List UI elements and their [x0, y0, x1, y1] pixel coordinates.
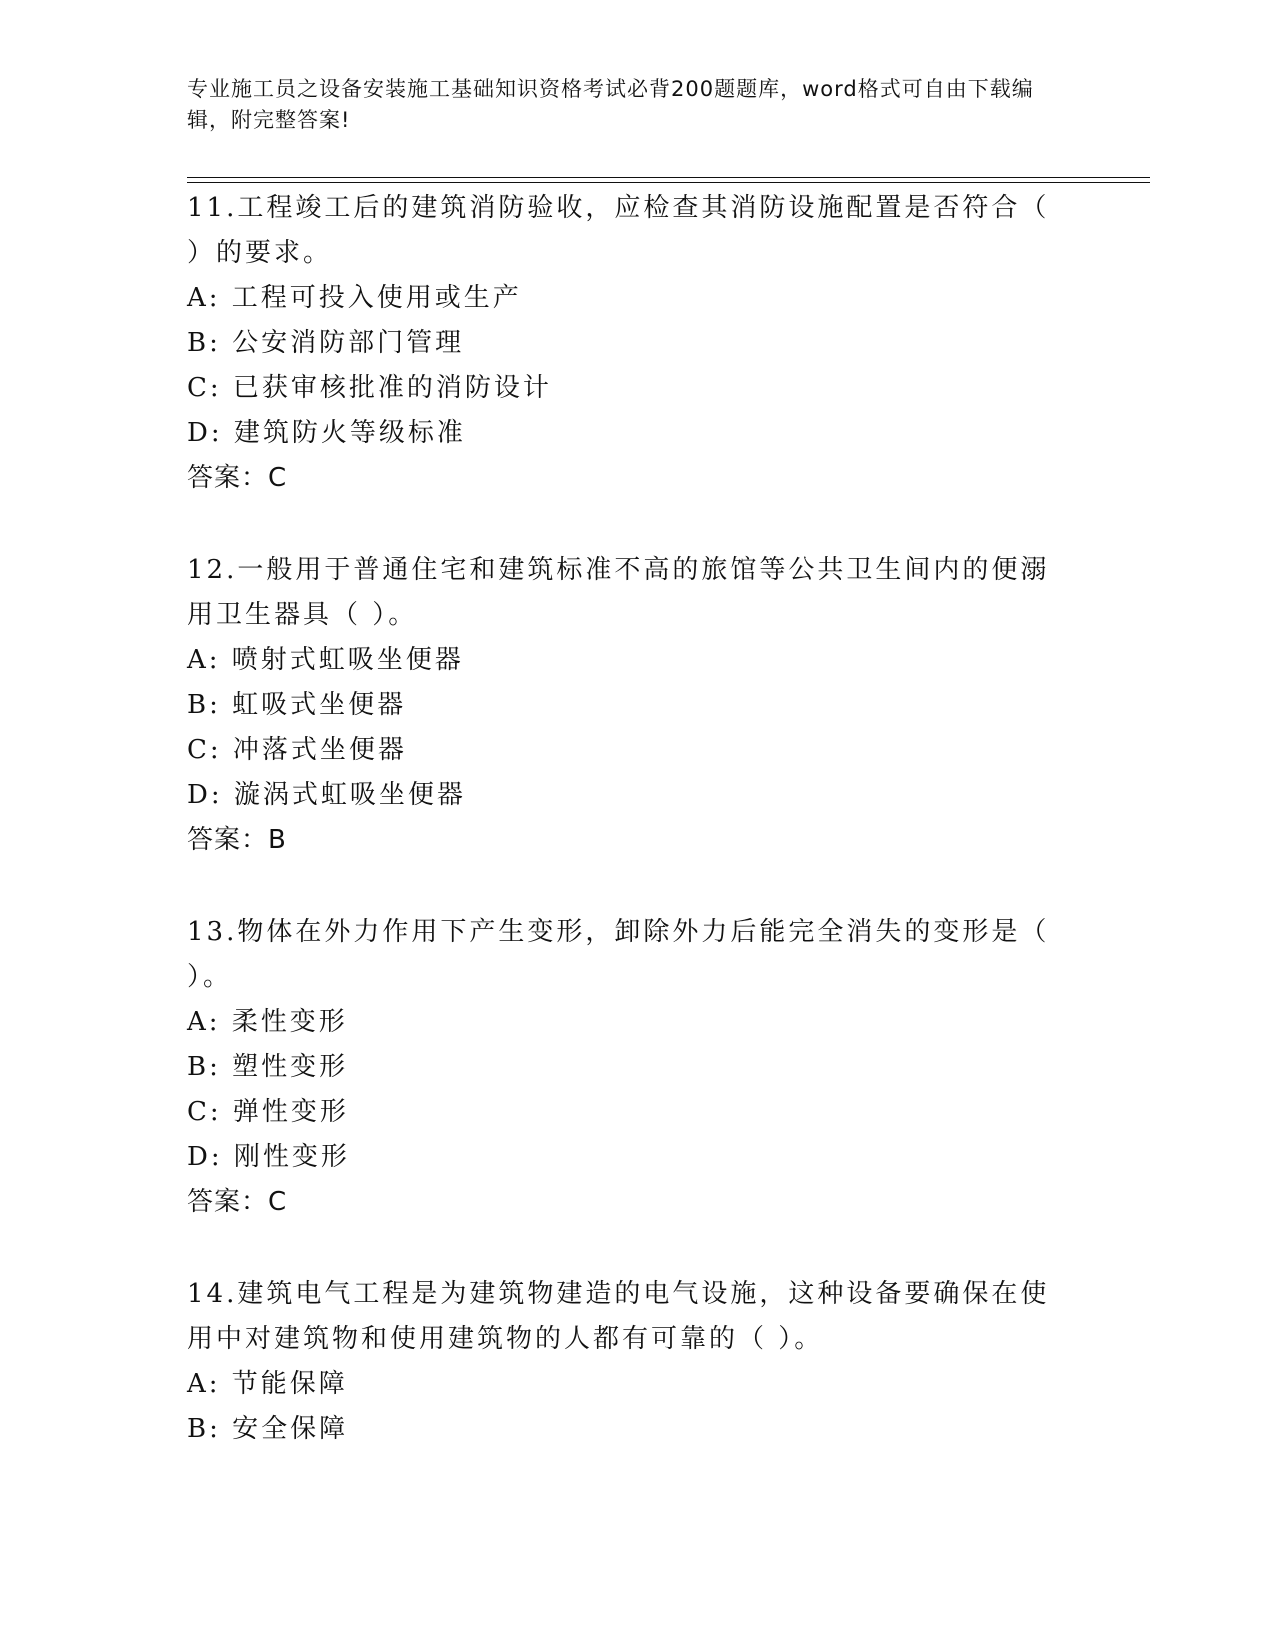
option-c: C: 弹性变形 [187, 1097, 349, 1127]
question-stem: 11.工程竣工后的建筑消防验收，应检查其消防设施配置是否符合（ ）的要求。 [187, 193, 1050, 268]
answer: 答案：C [187, 463, 288, 493]
question-11 [187, 186, 1067, 501]
option-a: A: 工程可投入使用或生产 [187, 283, 522, 313]
option-b: B: 虹吸式坐便器 [187, 690, 407, 720]
option-a: A: 柔性变形 [187, 1007, 348, 1037]
option-b: B: 安全保障 [187, 1414, 349, 1444]
question-stem: 12.一般用于普通住宅和建筑标准不高的旅馆等公共卫生间内的便溺用卫生器具（ ）。 [187, 555, 1050, 630]
document-header: 专业施工员之设备安装施工基础知识资格考试必背200题题库，word格式可自由下载编辑，附完整答案! [187, 77, 1034, 132]
header-divider-top [187, 177, 1150, 178]
option-c: C: 已获审核批准的消防设计 [187, 373, 552, 403]
option-d: D: 建筑防火等级标准 [187, 418, 466, 448]
option-b: B: 塑性变形 [187, 1052, 349, 1082]
option-d: D: 漩涡式虹吸坐便器 [187, 780, 466, 810]
question-stem: 14.建筑电气工程是为建筑物建造的电气设施，这种设备要确保在使用中对建筑物和使用建筑物的人都有可靠的（ ）。 [187, 1279, 1050, 1354]
header-divider-bottom [187, 182, 1150, 183]
question-14 [187, 1272, 1067, 1452]
option-d: D: 刚性变形 [187, 1142, 350, 1172]
question-stem: 13.物体在外力作用下产生变形，卸除外力后能完全消失的变形是（ ）。 [187, 917, 1050, 992]
option-a: A: 节能保障 [187, 1369, 348, 1399]
option-a: A: 喷射式虹吸坐便器 [187, 645, 464, 675]
answer: 答案：C [187, 1187, 288, 1217]
option-c: C: 冲落式坐便器 [187, 735, 407, 765]
question-13 [187, 910, 1067, 1225]
answer: 答案：B [187, 825, 287, 855]
option-b: B: 公安消防部门管理 [187, 328, 465, 358]
question-12 [187, 548, 1067, 863]
